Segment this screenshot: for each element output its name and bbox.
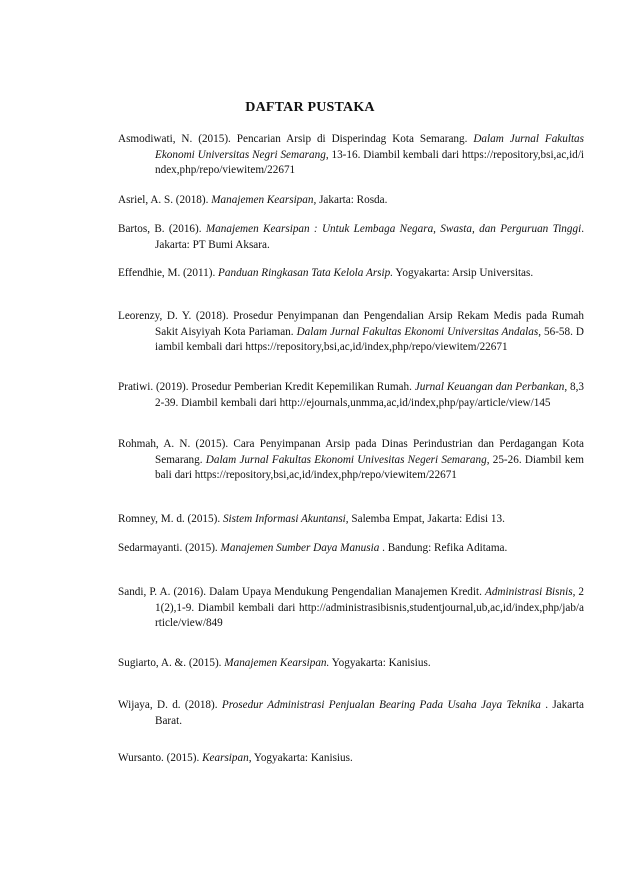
entry-text: Sandi, P. A. (2016). Dalam Upaya Mendukung Pengendalian Manajemen Kredit. (118, 586, 482, 598)
entry-text: Romney, M. d. (2015). (118, 513, 221, 525)
reference-entry (118, 222, 584, 253)
entry-text: , Yogyakarta: Kanisius. (248, 752, 353, 764)
entry-italic-title: Panduan Ringkasan Tata Kelola Arsip. (218, 267, 394, 279)
entry-italic-title: Sistem Informasi Akuntansi (222, 513, 346, 525)
entry-italic-title: Manajemen Kearsipan : Untuk Lembaga Negara, Swasta, dan Perguruan Tinggi (205, 223, 582, 235)
entry-italic-title: Manajemen Kearsipan. (224, 657, 330, 669)
reference-entry (118, 698, 584, 729)
reference-entry (118, 132, 584, 179)
reference-entry (118, 751, 584, 767)
entry-italic-title: Dalam Jurnal Fakultas Ekonomi Universitas Negri Semarang (155, 133, 585, 161)
entry-text: Pratiwi. (2019). Prosedur Pemberian Kredit Kepemilikan Rumah. (118, 381, 412, 393)
reference-entry (118, 512, 584, 528)
reference-entry (118, 437, 584, 484)
entry-italic-title: Jurnal Keuangan dan Perbankan (414, 381, 565, 393)
entry-text: Asmodiwati, N. (2015). Pencarian Arsip di Disperindag Kota Semarang. (118, 133, 468, 145)
entry-italic-title: Prosedur Administrasi Penjualan Bearing Pada Usaha Jaya Teknika (221, 699, 541, 711)
entry-text: , 56-58. Diambil kembali dari https://repository,bsi,ac,id/index,php/repo/viewitem/22671 (155, 325, 584, 353)
entry-italic-title: Manajemen Sumber Daya Manusia (220, 542, 380, 554)
entry-italic-title: Dalam Jurnal Fakultas Ekonomi Universitas Andalas (296, 325, 539, 338)
reference-entry (118, 541, 584, 557)
reference-entry (118, 193, 584, 209)
entry-text: . Jakarta Barat. (155, 699, 585, 727)
entry-text: , 25-26. Diambil kembali dari https://repository,bsi,ac,id/index,php/repo/viewitem/22671 (155, 453, 585, 481)
entry-italic-title: Administrasi Bisnis (484, 586, 573, 598)
reference-entry (118, 380, 584, 411)
entry-italic-title: Kearsipan (202, 752, 249, 764)
entry-text: , Salemba Empat, Jakarta: Edisi 13. (345, 513, 505, 525)
reference-entry (118, 585, 584, 632)
entry-text: , 21(2),1-9. Diambil kembali dari http://administrasibisnis,studentjournal,ub,ac,id/index,php/jab/article/view/849 (155, 586, 585, 629)
entry-italic-title: Manajemen Kearsipan, (211, 194, 317, 206)
entry-text: Sedarmayanti. (2015). (118, 542, 218, 554)
entry-text: Yogyakarta: Arsip Universitas. (393, 267, 534, 279)
entry-text: . Jakarta: PT Bumi Aksara. (155, 223, 584, 251)
entry-italic-title: Dalam Jurnal Fakultas Ekonomi Univesitas Negeri Semarang (205, 453, 487, 466)
entry-text: Yogyakarta: Kanisius. (329, 657, 431, 669)
entry-text: Jakarta: Rosda. (316, 194, 388, 206)
entry-text: Wursanto. (2015). (118, 752, 200, 764)
entry-text: Sugiarto, A. &. (2015). (118, 657, 222, 669)
entry-text: , 13-16. Diambil kembali dari https://repository,bsi,ac,id/index,php/repo/viewitem/22671 (155, 148, 584, 176)
entry-text: Leorenzy, D. Y. (2018). Prosedur Penyimpanan dan Pengendalian Arsip Rekam Medis pada Rumah Sakit Aisyiyah Kota Pariaman. (118, 310, 584, 338)
reference-entry (118, 266, 584, 282)
entry-text: Asriel, A. S. (2018). (118, 194, 209, 206)
page-title: DAFTAR PUSTAKA (245, 100, 375, 115)
entry-text: Bartos, B. (2016). (118, 223, 202, 235)
reference-entry (118, 309, 584, 356)
entry-text: Effendhie, M. (2011). (118, 267, 216, 279)
entry-text: , 8,32-39. Diambil kembali dari http://ejournals,unmma,ac,id/index,php/pay/article/view/145 (155, 381, 585, 409)
reference-entry (118, 656, 584, 672)
entry-text: Rohmah, A. N. (2015). Cara Penyimpanan Arsip pada Dinas Perindustrian dan Perdagangan Kota Semarang. (118, 438, 584, 466)
entry-text: Wijaya, D. d. (2018). (118, 699, 218, 711)
entry-text: . Bandung: Refika Aditama. (379, 542, 508, 554)
